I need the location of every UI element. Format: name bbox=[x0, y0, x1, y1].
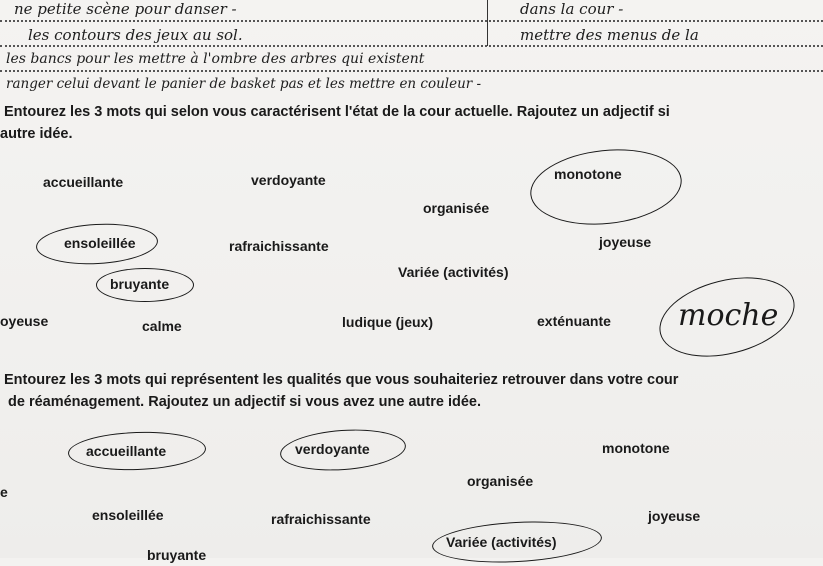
s2-word-organisee: organisée bbox=[467, 473, 534, 489]
s1-word-variee: Variée (activités) bbox=[398, 264, 509, 280]
dotted-line-1 bbox=[0, 20, 823, 22]
s2-word-accueillante: accueillante bbox=[86, 443, 167, 459]
s2-circle-verdoyante bbox=[279, 426, 407, 475]
handwriting-line-1-right: dans la cour - bbox=[520, 0, 624, 18]
s1-word-accueillante: accueillante bbox=[43, 174, 124, 190]
handwriting-line-1-left: ne petite scène pour danser - bbox=[14, 0, 237, 18]
s2-word-variee: Variée (activités) bbox=[446, 534, 557, 550]
section2-question-line2: de réaménagement. Rajoutez un adjectif si vous avez une autre idée. bbox=[8, 394, 482, 410]
s1-word-ludique: ludique (jeux) bbox=[342, 314, 433, 330]
dotted-line-2 bbox=[0, 45, 823, 47]
s2-word-joyeuse: joyeuse bbox=[648, 508, 701, 524]
s2-circle-variee bbox=[431, 518, 603, 566]
s1-word-joyeuse: joyeuse bbox=[599, 234, 652, 250]
s2-word-verdoyante: verdoyante bbox=[295, 441, 370, 457]
section2-question-line1: Entourez les 3 mots qui représentent les qualités que vous souhaiteriez retrouver dans votre cour bbox=[4, 372, 679, 388]
s2-word-bruyante: bruyante bbox=[147, 547, 207, 563]
s2-word-ensoleillee: ensoleillée bbox=[92, 507, 164, 523]
section1-question-line1: Entourez les 3 mots qui selon vous caractérisent l'état de la cour actuelle. Rajoutez un adjectif si bbox=[4, 104, 670, 120]
s1-word-calme: calme bbox=[142, 318, 182, 334]
handwriting-line-2-right: mettre des menus de la bbox=[520, 26, 699, 44]
s1-word-bruyante: bruyante bbox=[110, 276, 170, 292]
s2-circle-accueillante bbox=[67, 430, 206, 473]
s2-word-monotone: monotone bbox=[602, 440, 670, 456]
s2-word-e: e bbox=[0, 484, 8, 500]
s1-word-extenuante: exténuante bbox=[537, 313, 611, 329]
handwriting-line-2-left: les contours des jeux au sol. bbox=[28, 26, 243, 44]
s1-word-ensoleillee: ensoleillée bbox=[64, 235, 136, 251]
s1-word-monotone: monotone bbox=[554, 166, 622, 182]
s1-added-word-moche: moche bbox=[678, 298, 779, 333]
s1-word-organisee: organisée bbox=[423, 200, 490, 216]
s1-word-oyeuse: oyeuse bbox=[0, 313, 49, 329]
handwriting-line-3: les bancs pour les mettre à l'ombre des arbres qui existent bbox=[6, 51, 425, 67]
s1-word-rafraichissante: rafraichissante bbox=[229, 238, 329, 254]
section1-question-line2: autre idée. bbox=[0, 126, 73, 142]
dotted-line-3 bbox=[0, 70, 823, 72]
s1-circle-bruyante bbox=[96, 268, 194, 302]
s2-word-rafraichissante: rafraichissante bbox=[271, 511, 371, 527]
handwriting-line-4: ranger celui devant le panier de basket pas et les mettre en couleur - bbox=[6, 76, 482, 92]
s1-circle-moche bbox=[651, 264, 803, 369]
s1-circle-ensoleillee bbox=[35, 221, 159, 267]
s1-word-verdoyante: verdoyante bbox=[251, 172, 326, 188]
s1-circle-monotone bbox=[527, 142, 686, 231]
column-divider bbox=[487, 0, 488, 46]
